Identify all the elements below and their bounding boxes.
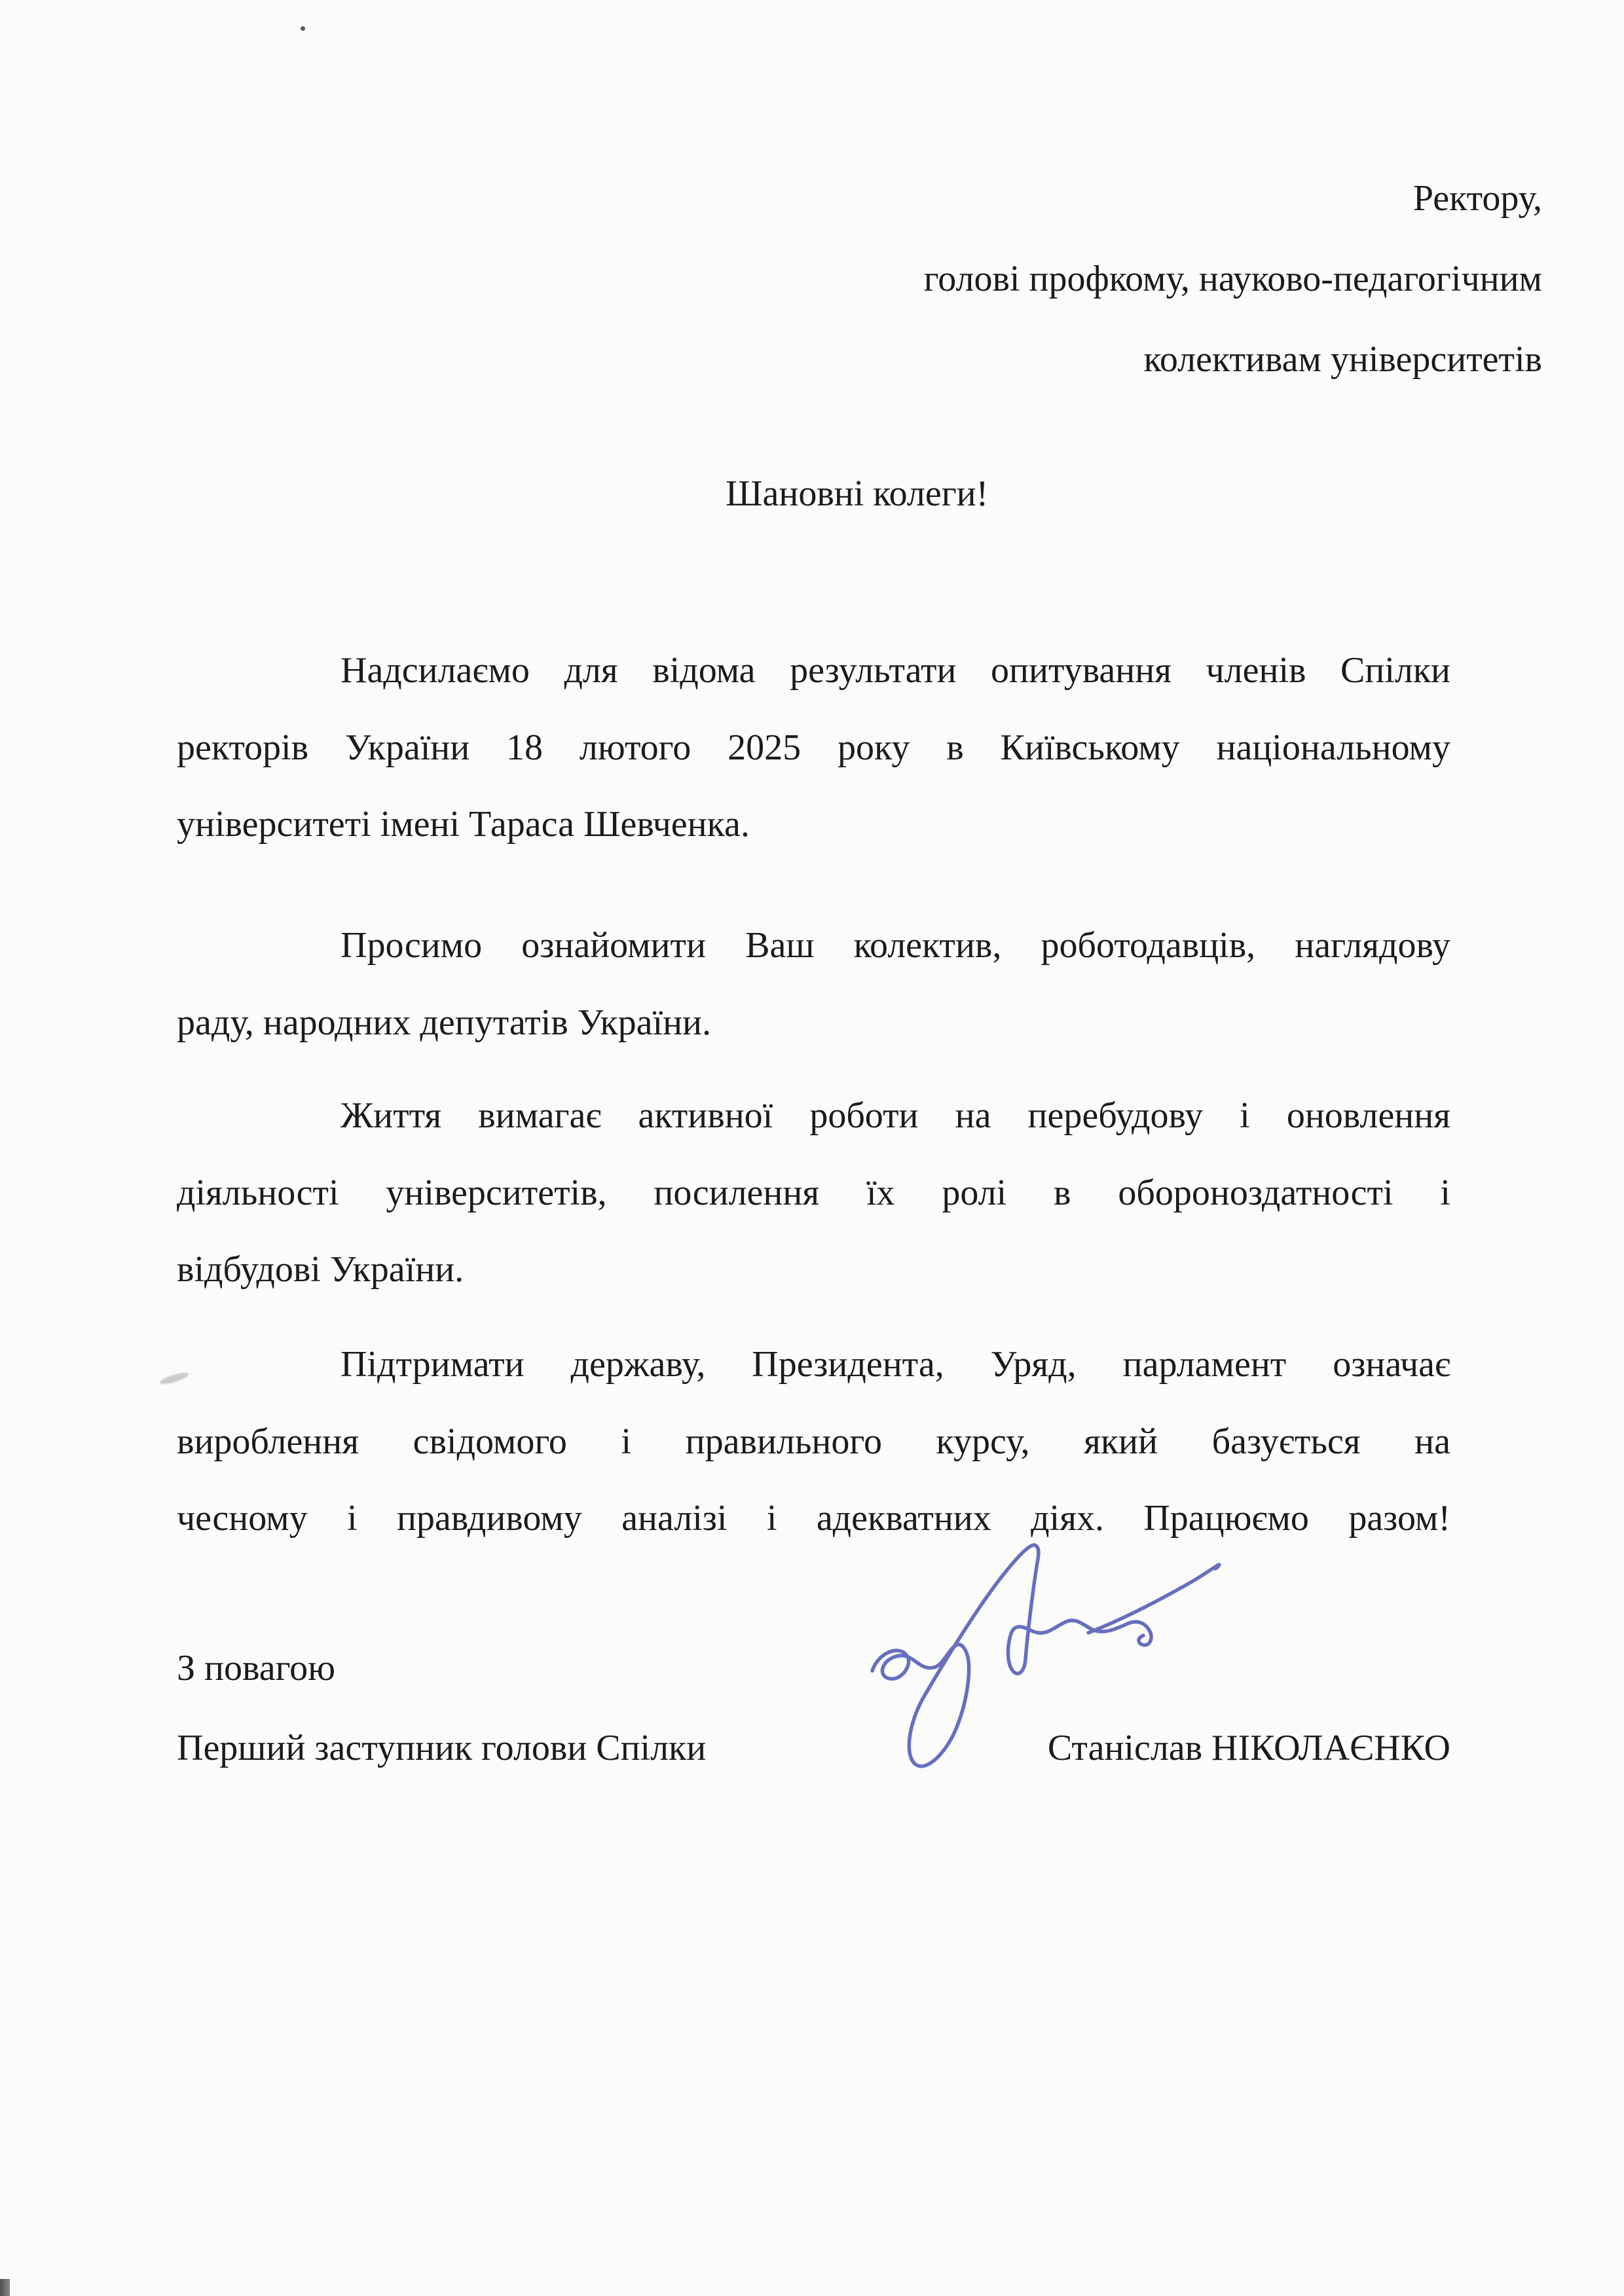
handwritten-signature-ink-icon [838, 1519, 1257, 1846]
signer-name: Станіслав НІКОЛАЄНКО [1047, 1728, 1450, 1768]
recipient-line: колективам університетів [1143, 339, 1542, 380]
paragraph-line: Надсилаємо для відома результати опитування членів Спілки [341, 650, 1450, 691]
salutation: Шановні колеги! [726, 473, 989, 514]
valediction: З повагою [177, 1648, 335, 1688]
signature-block [177, 1724, 1450, 1772]
paragraph-line: університеті імені Тараса Шевченка. [177, 804, 750, 845]
recipient-block [625, 158, 1542, 400]
paragraph-line: чесному і правдивому аналізі і адекватних діях. Працюємо разом! [177, 1498, 1450, 1539]
paragraph-line: діяльності університетів, посилення їх ролі в обороноздатності і [177, 1173, 1450, 1213]
signer-title: Перший заступник голови Спілки [177, 1728, 707, 1768]
paragraph-line: Просимо ознайомити Ваш колектив, роботодавців, наглядову [341, 925, 1450, 966]
recipient-line: голові профкому, науково-педагогічним [923, 259, 1542, 299]
paragraph-line: ректорів України 18 лютого 2025 року в Київському національному [177, 727, 1450, 768]
scan-corner-mark [0, 2279, 10, 2296]
paragraph-line: раду, народних депутатів України. [177, 1002, 712, 1043]
scan-speck [301, 26, 305, 31]
paragraph-line: вироблення свідомого і правильного курсу, який базується на [177, 1421, 1450, 1462]
paragraph-line: Підтримати державу, Президента, Уряд, парламент означає [341, 1344, 1450, 1385]
paragraph-line: Життя вимагає активної роботи на перебудову і оновлення [341, 1095, 1450, 1136]
paragraph-line: відбудові України. [177, 1249, 464, 1290]
recipient-line: Ректору, [1412, 178, 1542, 219]
